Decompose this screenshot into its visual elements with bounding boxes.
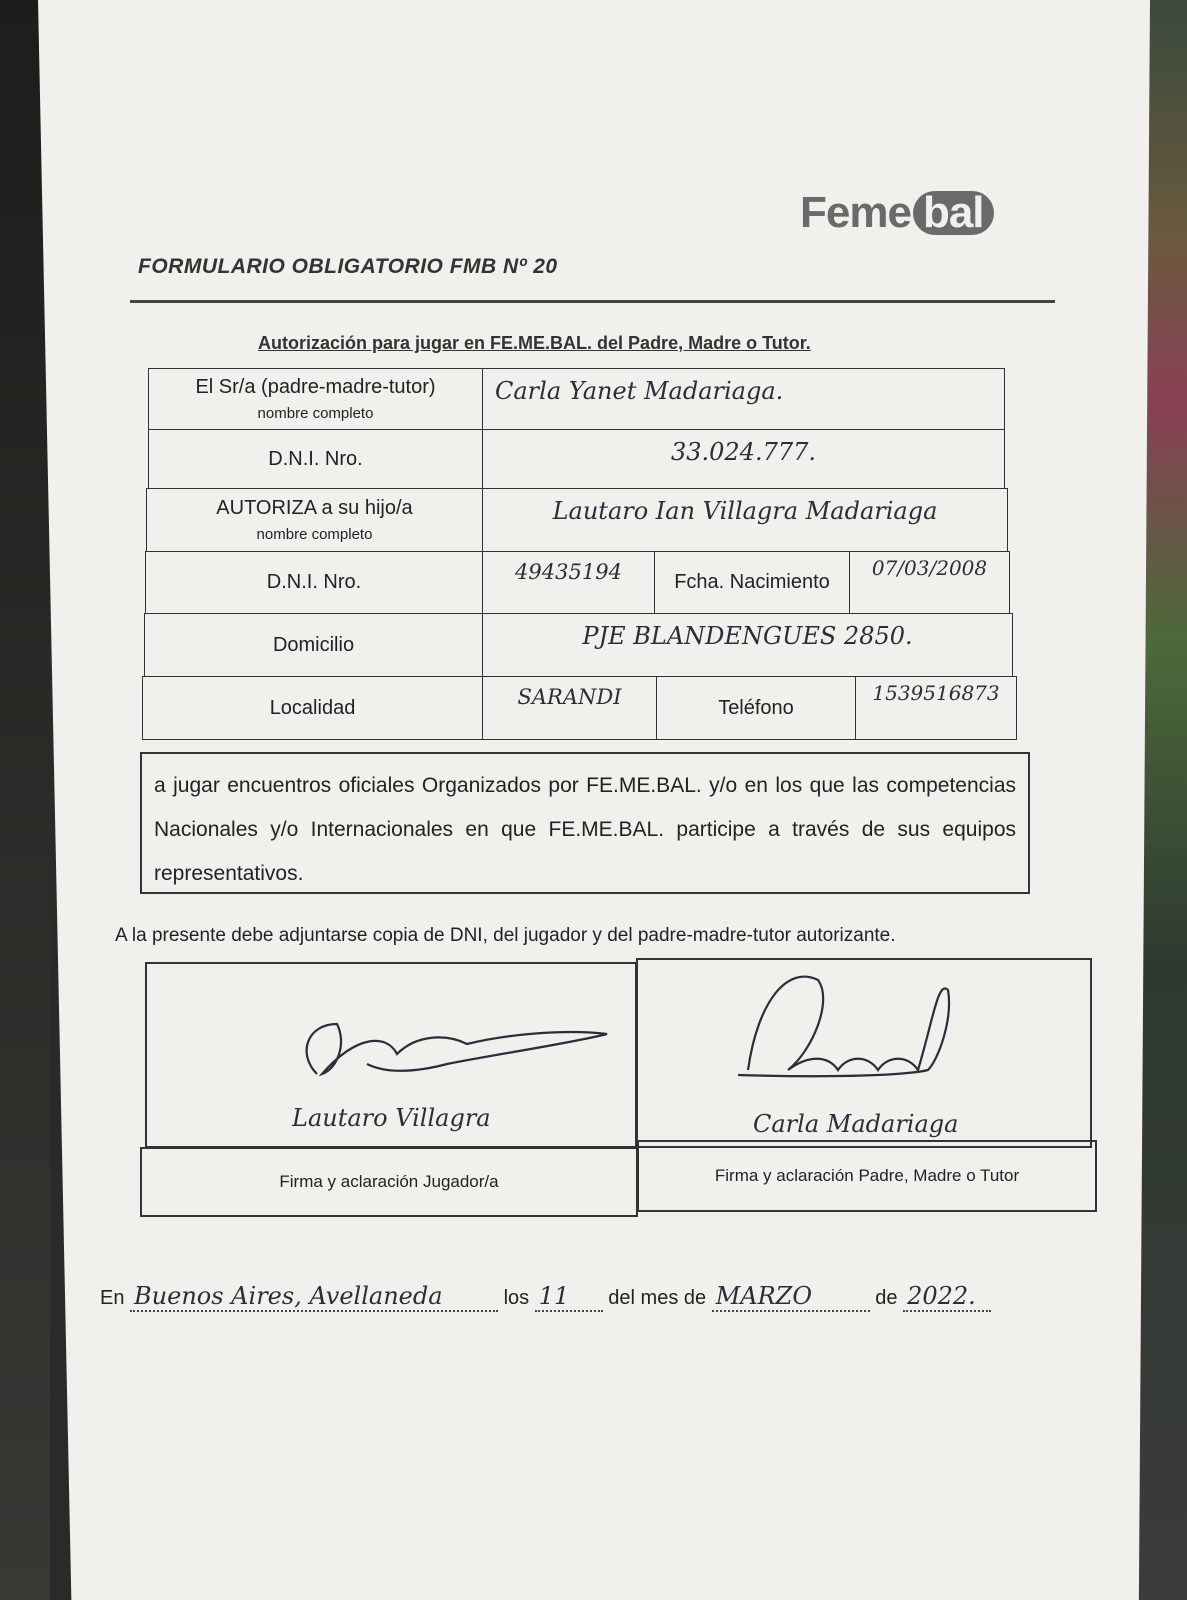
form-title: FORMULARIO OBLIGATORIO FMB Nº 20 xyxy=(138,255,558,278)
form-subtitle: Autorización para jugar en FE.ME.BAL. del Padre, Madre o Tutor. xyxy=(258,333,811,353)
guardian-sub-label: nombre completo xyxy=(257,405,374,422)
phone-label: Teléfono xyxy=(656,676,856,740)
phone-field[interactable]: 1539516873 xyxy=(855,676,1017,740)
birth-date-field[interactable]: 07/03/2008 xyxy=(849,551,1010,614)
guardian-printed-name: Carla Madariaga xyxy=(753,1110,959,1138)
child-label: AUTORIZA a su hijo/a xyxy=(216,497,413,519)
child-sub-label: nombre completo xyxy=(256,526,373,543)
address-label: Domicilio xyxy=(144,613,483,677)
player-printed-name: Lautaro Villagra xyxy=(292,1104,491,1132)
date-los-label: los xyxy=(503,1287,530,1309)
guardian-label: El Sr/a (padre-madre-tutor) xyxy=(195,376,436,398)
date-place-line xyxy=(100,1282,991,1312)
day-field[interactable]: 11 xyxy=(535,1282,603,1312)
address-field[interactable]: PJE BLANDENGUES 2850. xyxy=(482,613,1013,677)
date-mes-label: del mes de xyxy=(608,1287,707,1309)
guardian-signature-box[interactable] xyxy=(636,958,1092,1148)
date-en-label: En xyxy=(100,1287,125,1309)
child-name-field[interactable]: Lautaro Ian Villagra Madariaga xyxy=(482,488,1008,552)
guardian-dni-label: D.N.I. Nro. xyxy=(148,429,483,489)
guardian-label-cell xyxy=(148,368,483,430)
player-signature-caption: Firma y aclaración Jugador/a xyxy=(140,1147,638,1217)
year-field[interactable]: 2022. xyxy=(903,1282,991,1312)
femebal-logo: Feme bal xyxy=(800,188,994,238)
locality-field[interactable]: SARANDI xyxy=(482,676,657,740)
background-left xyxy=(0,0,50,1600)
attachment-note: A la presente debe adjuntarse copia de DNI, del jugador y del padre-madre-tutor autorizante. xyxy=(115,925,896,946)
guardian-signature-caption: Firma y aclaración Padre, Madre o Tutor xyxy=(637,1140,1097,1212)
title-divider xyxy=(130,300,1055,303)
guardian-dni-field[interactable]: 33.024.777. xyxy=(482,429,1005,489)
place-field[interactable]: Buenos Aires, Avellaneda xyxy=(130,1282,498,1312)
month-field[interactable]: MARZO xyxy=(712,1282,870,1312)
child-dni-field[interactable]: 49435194 xyxy=(482,551,655,614)
birth-date-label: Fcha. Nacimiento xyxy=(654,551,850,614)
player-signature-box[interactable] xyxy=(145,962,637,1148)
authorization-text: a jugar encuentros oficiales Organizados por FE.ME.BAL. y/o en los que las competencias Nacionales y/o Internacionales en que FE.ME.BAL. participe a través de sus equipos representativos. xyxy=(140,752,1030,894)
date-de-label: de xyxy=(875,1287,898,1309)
locality-label: Localidad xyxy=(142,676,483,740)
child-label-cell xyxy=(146,488,483,552)
guardian-name-field[interactable]: Carla Yanet Madariaga. xyxy=(482,368,1005,430)
child-dni-label: D.N.I. Nro. xyxy=(145,551,483,614)
